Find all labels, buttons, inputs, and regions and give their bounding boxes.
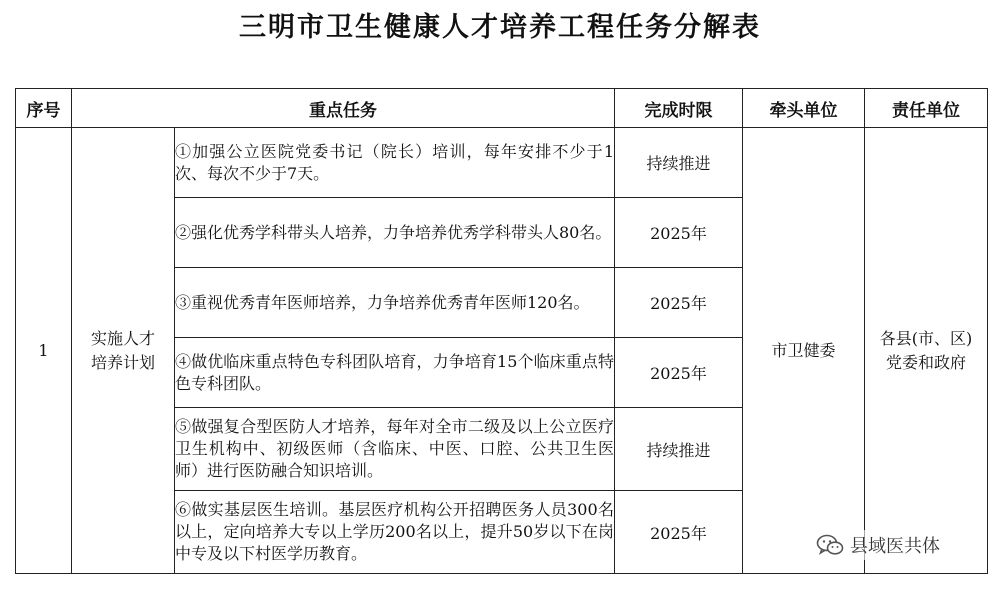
seq-cell: 1: [16, 128, 72, 574]
header-responsible-unit: 责任单位: [865, 89, 988, 128]
deadline-cell: 2025年: [615, 491, 743, 574]
deadline-cell: 2025年: [615, 198, 743, 268]
task-cell: ②强化优秀学科带头人培养，力争培养优秀学科带头人80名。: [175, 198, 615, 268]
header-lead-unit: 牵头单位: [743, 89, 865, 128]
responsible-unit-cell: [865, 128, 988, 574]
header-deadline: 完成时限: [615, 89, 743, 128]
wechat-icon: [816, 533, 844, 557]
watermark: [816, 530, 940, 560]
table-row: [16, 128, 988, 198]
task-cell: ①加强公立医院党委书记（院长）培训，每年安排不少于1次、每次不少于7天。: [175, 128, 615, 198]
category-line: 培养计划: [90, 352, 155, 372]
header-task: 重点任务: [72, 89, 615, 128]
deadline-cell: 2025年: [615, 268, 743, 338]
deadline-cell: 持续推进: [615, 128, 743, 198]
task-cell: ⑤做强复合型医防人才培养，每年对全市二级及以上公立医疗卫生机构中、初级医师（含临床、中医、口腔、公共卫生医师）进行医防融合知识培训。: [175, 408, 615, 491]
watermark-text: 县域医共体: [850, 536, 940, 557]
task-cell: ③重视优秀青年医师培养，力争培养优秀青年医师120名。: [175, 268, 615, 338]
responsible-line: 各县(市、区): [879, 328, 973, 348]
deadline-cell: 持续推进: [615, 408, 743, 491]
category-cell: [72, 128, 175, 574]
header-seq: 序号: [16, 89, 72, 128]
task-cell: ⑥做实基层医生培训。基层医疗机构公开招聘医务人员300名以上，定向培养大专以上学历200名以上，提升50岁以下在岗中专及以下村医学历教育。: [175, 491, 615, 574]
responsible-line: 党委和政府: [885, 352, 966, 372]
task-table: [15, 88, 988, 574]
header-row: [16, 89, 988, 128]
category-line: 实施人才: [90, 328, 155, 348]
page-title: 三明市卫生健康人才培养工程任务分解表: [239, 12, 761, 43]
lead-unit-cell: 市卫健委: [743, 128, 865, 574]
deadline-cell: 2025年: [615, 338, 743, 408]
task-cell: ④做优临床重点特色专科团队培育，力争培育15个临床重点特色专科团队。: [175, 338, 615, 408]
